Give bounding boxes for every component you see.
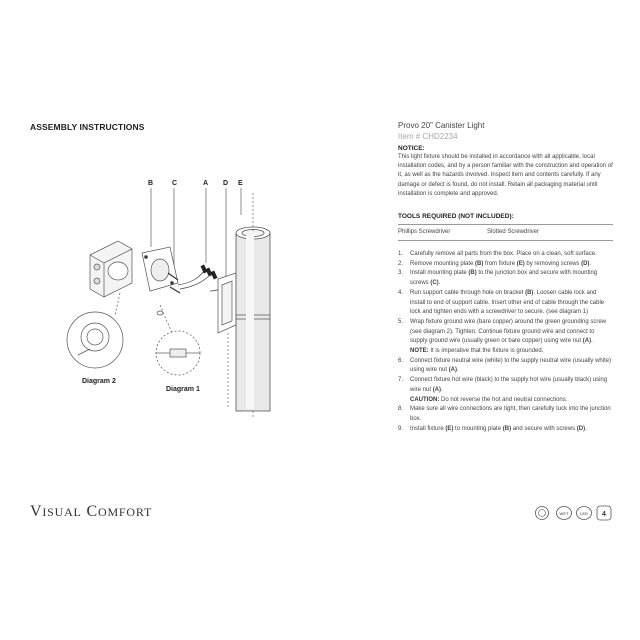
item-number: Item # CHD2234 [398, 132, 458, 141]
label-d: D [223, 180, 229, 187]
step-number: 2. [398, 260, 404, 267]
notice-text: This light fixture should be installed in accordance with all applicable, local installation codes, and by a person familiar with the construction and operation of it, as well as the hazards involved. Inspect item and contents carefully. If any damage or defect is found, do not install. Retain all packaging material until installation is complete and approved. [398, 154, 613, 197]
step-item [398, 376, 613, 395]
step-number: 7. [398, 377, 404, 384]
tool-item: Slotted Screwdriver [487, 229, 540, 236]
diagram-1-label: Diagram 1 [166, 386, 200, 393]
step-item [398, 318, 613, 347]
certification-badges [535, 502, 615, 524]
step-number: 9. [398, 425, 404, 432]
step-number: 5. [398, 318, 404, 325]
step-number: 4. [398, 289, 404, 296]
step-item [398, 405, 613, 424]
section-title: ASSEMBLY INSTRUCTIONS [30, 122, 145, 132]
step-item [398, 357, 613, 376]
step-number: 1. [398, 251, 404, 258]
divider [398, 224, 613, 225]
product-title: Provo 20" Canister Light [398, 121, 485, 130]
svg-text:LED: LED [580, 511, 588, 516]
tools-list [398, 228, 613, 237]
bulb-count-badge [597, 506, 611, 520]
divider [398, 240, 613, 241]
tools-heading: TOOLS REQUIRED (NOT INCLUDED): [398, 213, 514, 221]
etl-icon [536, 507, 549, 520]
label-e: E [238, 180, 243, 187]
step-text: Connect fixture hot wire (black) to the supply hot wire (usually black) using wire nut (A). [410, 377, 608, 393]
step-text: Connect fixture neutral wire (white) to the supply neutral wire (usually white) using wire nut (A). [410, 357, 612, 374]
diagram-2-label: Diagram 2 [82, 378, 116, 385]
step-number: 8. [398, 406, 404, 413]
step-number: 6. [398, 357, 404, 364]
svg-text:4: 4 [602, 511, 606, 518]
step-text: Run support cable through hole on bracket (B). Loosen cable lock and install to end of support cable. Insert other end of cable through the cable lock and tighten ends with a screwdriver to secure. (see diagram 1) [410, 289, 605, 316]
instructions-column [398, 120, 613, 434]
label-b: B [148, 180, 154, 187]
wet-badge [557, 507, 572, 520]
step-item [398, 269, 613, 288]
svg-text:WET: WET [559, 511, 569, 516]
step-number: 3. [398, 270, 404, 277]
step-text: Make sure all wire connections are tight, then carefully tuck into the junction box. [410, 406, 611, 422]
installation-diagram [60, 175, 300, 420]
step-item [398, 260, 613, 270]
notice-heading: NOTICE: [398, 145, 425, 152]
label-c: C [172, 180, 178, 187]
label-a: A [203, 180, 209, 187]
tool-item: Phillips Screwdriver [398, 229, 451, 236]
step-text: Remove mounting plate (B) from fixture (E) by removing screws (D). [410, 260, 592, 267]
step-note: NOTE: It is imperative that the fixture is grounded. [410, 348, 544, 355]
brand-logo: VISUAL COMFORT [30, 503, 153, 520]
led-badge [577, 507, 592, 520]
step-item [398, 289, 613, 318]
step-item [398, 250, 613, 260]
step-text: Install fixture (E) to mounting plate (B) and secure with screws (D). [410, 425, 587, 432]
steps-list [398, 250, 613, 434]
step-text: Wrap fixture ground wire (bare copper) around the green grounding screw (see diagram 2). Tighten. Continue fixture ground wire and connect to supply ground wire (usually green or bare copper) using wire nut (A). [410, 318, 606, 345]
step-note: CAUTION: Do not reverse the hot and neutral connections. [410, 396, 568, 403]
step-text: Carefully remove all parts from the box. Place on a clean, soft surface. [410, 251, 597, 258]
step-item [398, 425, 613, 435]
step-text: Install mounting plate (B) to the junction box and secure with mounting screws (C). [410, 270, 598, 287]
